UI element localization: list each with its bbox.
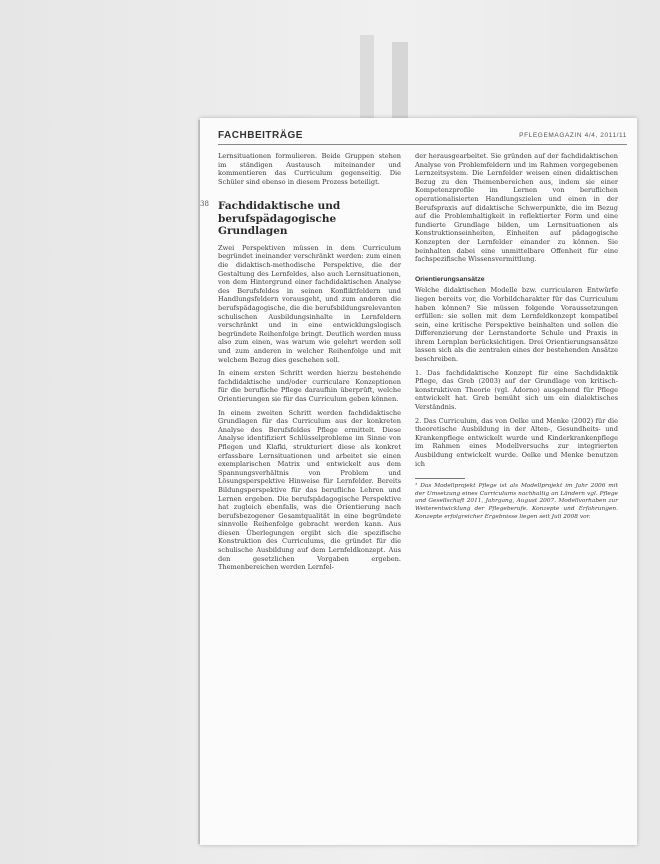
body-paragraph: In einem ersten Schritt werden hierzu bestehende fachdidaktische und/oder curriculare Konzeptionen für die berufliche Pflege daraufhin überprüft, welche Orientierungen sie für das Curriculum geben können. bbox=[218, 369, 401, 403]
paper-tab bbox=[360, 35, 374, 125]
journal-header: PFLEGEMAGAZIN 4/4, 2011/11 bbox=[519, 132, 627, 139]
body-paragraph: Zwei Perspektiven müssen in dem Curriculum begründet ineinander verschränkt werden: zum einen die didaktisch-methodische Perspektive, die der Gestaltung des Lernfeldes, also auch Lernsituationen, von dem Hintergrund einer fachdidaktischen Analyse des Berufsfeldes in seinen Konfliktfeldern und Handlungsfeldern vorausgeht, und zum anderen die berufspädagogische, die die berufsbildungsrelevanten schulischen Ausbildungsinhalte in Lernfeldern verschränkt und in eine entwicklungslogisch begründete Reihenfolge bringt. Deutlich werden muss also zum einen, was warum wie gelehrt werden soll und zum anderen in welcher Reihenfolge und mit welchem Bezug dies geschehen soll. bbox=[218, 243, 401, 364]
right-column bbox=[415, 152, 618, 526]
section-header: FACHBEITRÄGE bbox=[218, 130, 303, 141]
body-paragraph: Welche didaktischen Modelle bzw. curricularen Entwürfe liegen bereits vor, die Vorbildcharakter für das Curriculum haben können? Sie müssen folgende Voraussetzungen erfüllen: sie sollen mit dem Lernfeldkonzept kompatibel sein, eine kritische Perspektive beinhalten und sollen die Differenzierung der Lernstandorte Schule und Praxis in ihrem Lernplan berücksichtigen. Drei Orientierungsansätze lassen sich als die zentralen eines der bestehenden Ansätze beschreiben. bbox=[415, 286, 618, 364]
intro-paragraph: Lernsituationen formulieren. Beide Gruppen stehen im ständigen Austausch miteinander und kommentieren das Curriculum gegenseitig. Die Schüler sind ebenso in diesem Prozess beteiligt. bbox=[218, 152, 401, 186]
body-paragraph: der herausgearbeitet. Sie gründen auf der fachdidaktischen Analyse von Problemfeldern und im Rahmen vorgegebenen Lernzeitsystem. Die Lernfelder weisen einen didaktischen Bezug zu den Themenbereichen aus, indem sie einer Kompetenzprofile im Lernen von beruflichen operationalisierten Handlungszielen und einen in der Berufspraxis auf didaktische Schwerpunkte, die im Bezug auf die Problemhaltigkeit in reflektierter Form und eine fundierte Grundlage bilden, um Lernsituationen als Konstruktionseinheiten, Einheiten auf pädagogische Konzepten der Lernfelder einander zu können. Sie beinhalten dabei eine unmittelbare Offenheit für eine fachspezifische Wissensvermittlung. bbox=[415, 152, 618, 264]
list-item: 2. Das Curriculum, das von Oelke und Menke (2002) für die theoretische Ausbildung in der Alten-, Gesundheits- und Krankenpflege entwickelt wurde und Kinderkrankenpflege im Rahmen eines Modellversuchs zur integrierten Ausbildung entwickelt wurde. Oelke und Menke benutzen ich bbox=[415, 416, 618, 468]
left-column bbox=[200, 152, 401, 577]
paper-tab bbox=[392, 42, 408, 127]
body-paragraph: In einem zweiten Schritt werden fachdidaktische Grundlagen für das Curriculum aus der konkreten Analyse des Berufsfeldes Pflege ermittelt. Diese Analyse identifiziert Schlüsselprobleme im Sinne von Pflegen und Klafki, strukturiert diese als konkret erfassbare Lernsituationen und arbeitet sie einen exemplarischen Matrix und entwickelt aus dem Spannungsverhältnis von Problem und Lösungsperspektive Hinweise für Lernfelder. Bereits Bildungsperspektive für das berufliche Lehren und Lernen ergeben. Die berufspädagogische Perspektive hat zugleich ebenfalls, was die Orientierung nach berufsbezogener Gesamtqualität in eine begründete sinnvolle Reihenfolge gebracht werden kann. Aus diesen Überlegungen ergibt sich die spezifische Konstruktion des Curriculums, die gründet für die schulische Ausbildung auf dem Lernfeldkonzept. Aus den gesetzlichen Vorgaben ergeben. Themenbereichen werden Lernfel- bbox=[218, 408, 401, 572]
footnote: ¹ Das Modellprojekt Pflege ist als Modellprojekt im Jahr 2006 mit der Umsetzung eines Curriculums nachhaltig an Ländern vgl. Pflege und Gesellschaft 2011, Jahrgang, August 2007. Modellvorhaben zur Weiterentwicklung der Pflegeberufe. Konzepte und Erfahrungen. Konzepte erfolgreicher Ergebnisse liegen seit Juli 2008 vor. bbox=[415, 483, 618, 520]
header-rule bbox=[218, 144, 627, 145]
list-item: 1. Das fachdidaktische Konzept für eine Sachdidaktik Pflege, das Greb (2003) auf der Grundlage von kritisch-konstruktiven Theorie (vgl. Adorno) ausgehend für Pflege entwickelt hat. Greb bemüht sich um ein dialektisches Verständnis. bbox=[415, 368, 618, 412]
footnote-rule bbox=[415, 478, 465, 479]
heading-wrap bbox=[200, 200, 401, 238]
subheading: Orientierungsansätze bbox=[415, 275, 485, 283]
section-heading: Fachdidaktische und berufspädagogische Grundlagen bbox=[218, 200, 341, 238]
document-page bbox=[200, 118, 637, 845]
margin-number: 38 bbox=[200, 200, 209, 209]
